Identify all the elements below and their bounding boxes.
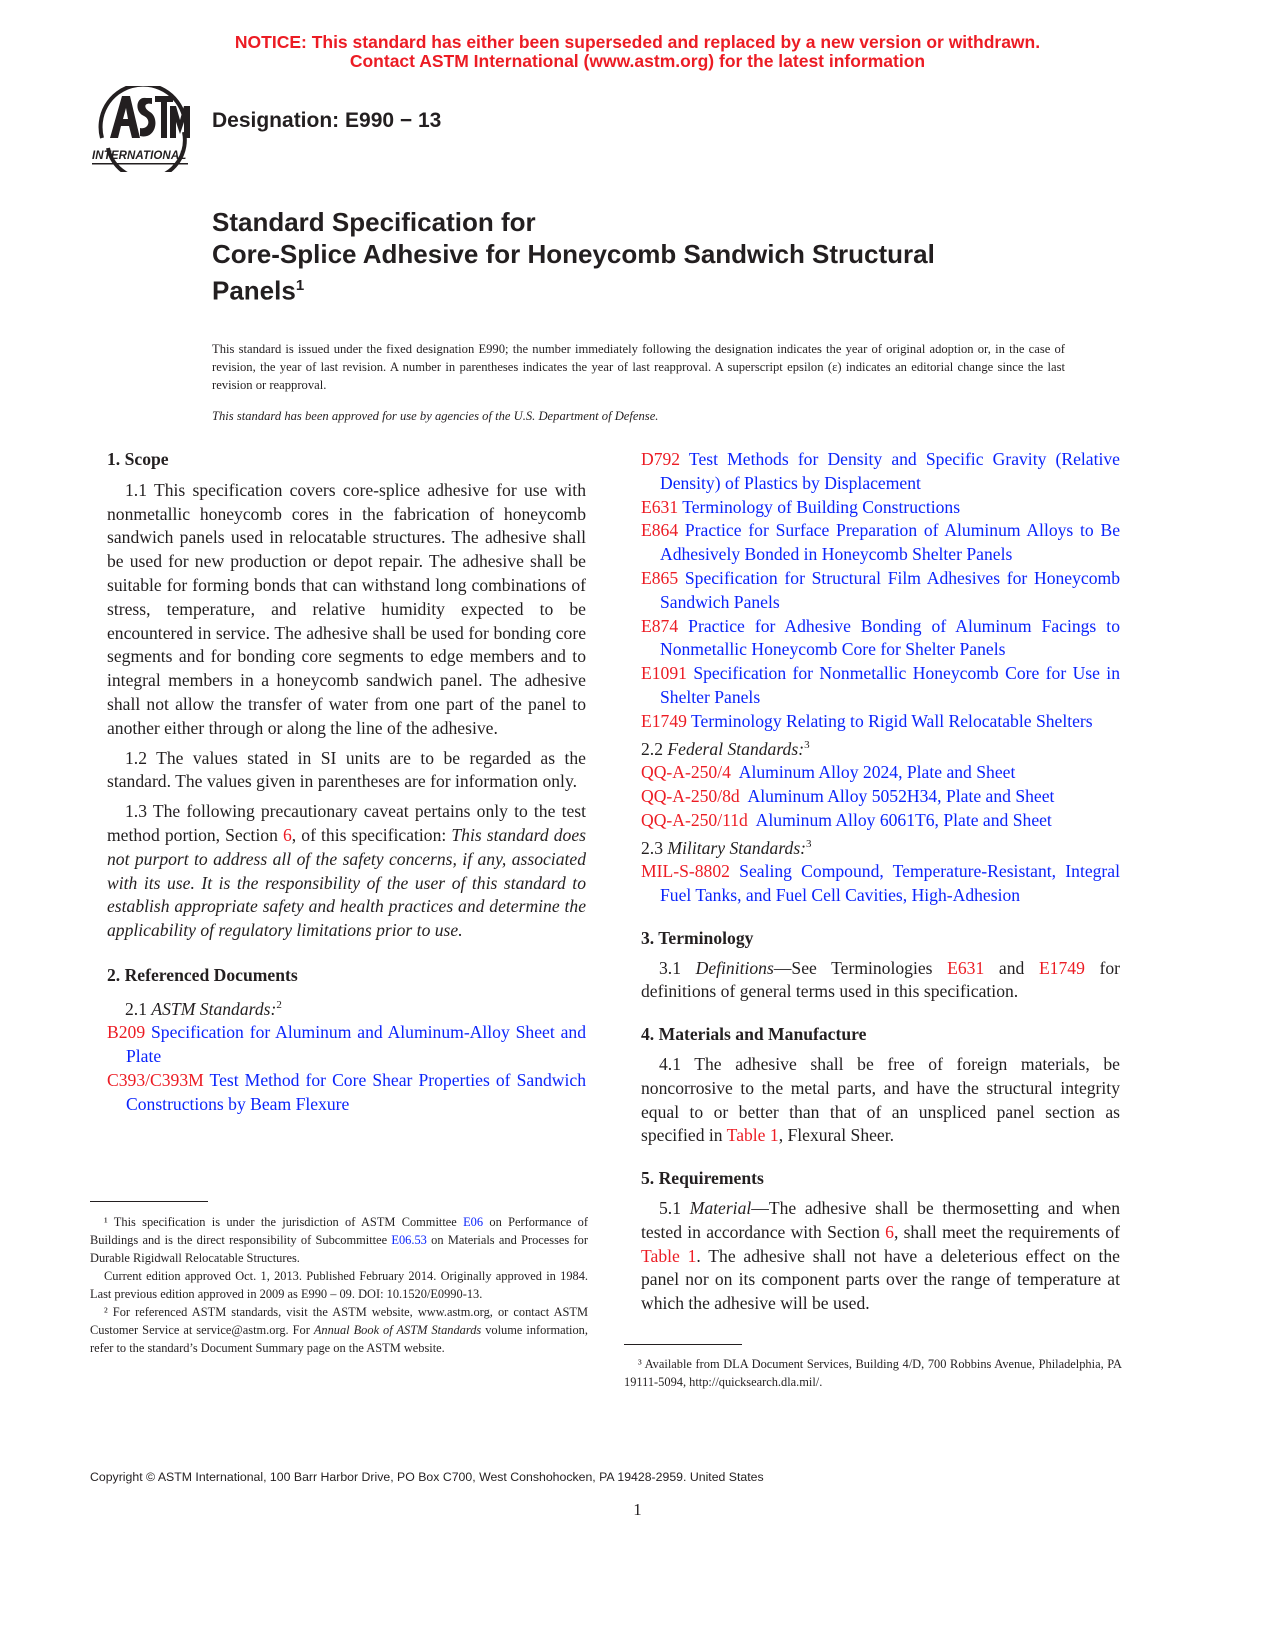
ref-code-link[interactable]: QQ-A-250/8d — [641, 786, 740, 807]
ref-code-link[interactable]: E864 — [641, 520, 679, 541]
para-1-3: 1.3 The following precautionary caveat pertains only to the test method portion, Section 6, of this specification: This standard does not purport to address all of the safety concerns, if any, associated with its use. It is the responsibility of the user of this standard to establish appropriate safety and health practices and determine the applicability of regulatory limitations prior to use. — [107, 801, 586, 941]
ref-item — [641, 809, 1120, 833]
logo-text: INTERNATIONAL — [92, 150, 187, 162]
section-6-link[interactable]: 6 — [283, 824, 292, 845]
table-1-link[interactable]: Table 1 — [726, 1125, 779, 1146]
footnote-2: ² For referenced ASTM standards, visit the ASTM website, www.astm.org, or contact ASTM Customer Service at service@astm.org. For Annual Book of ASTM Standards volume information, refer to the standard’s Document Summary page on the ASTM website. — [90, 1305, 588, 1355]
section-6-link[interactable]: 6 — [885, 1221, 894, 1242]
dod-approval: This standard has been approved for use by agencies of the U.S. Department of Defense. — [212, 409, 659, 423]
footnote-1: ¹ This specification is under the jurisdiction of ASTM Committee E06 on Performance of Buildings and is the direct responsibility of Subcommittee E06.53 on Materials and Processes for Durable Rigidwall Relocatable Structures. — [90, 1215, 588, 1265]
e1749-link[interactable]: E1749 — [1038, 957, 1085, 978]
footnote-1-edition: Current edition approved Oct. 1, 2013. Published February 2014. Originally approved in 1984. Last previous edition approved in 2009 as E990 – 09. DOI: 10.1520/E0990-13. — [90, 1269, 588, 1301]
title-footnote-mark: 1 — [295, 277, 305, 294]
ref-code-link[interactable]: QQ-A-250/4 — [641, 762, 731, 783]
committee-link[interactable]: E06 — [463, 1215, 484, 1229]
para-4-1: 4.1 The adhesive shall be free of foreign materials, be noncorrosive to the metal parts, and have the structural integrity equal to or better than that of an unspliced panel section as specified in Table 1, Flexural Sheer. — [641, 1054, 1120, 1146]
ref-code-link[interactable]: E874 — [641, 615, 679, 636]
title-line-3: Panels — [212, 275, 296, 306]
ref-title-link[interactable]: Specification for Nonmetallic Honeycomb Core for Use in Shelter Panels — [660, 663, 1120, 707]
ref-item — [641, 860, 1120, 908]
section-2-heading: 2. Referenced Documents — [107, 964, 298, 985]
ref-item — [641, 785, 1120, 809]
section-3-heading: 3. Terminology — [641, 927, 754, 948]
ref-item — [107, 1069, 586, 1117]
page-number: 1 — [633, 1500, 642, 1519]
ref-title-link[interactable]: Terminology Relating to Rigid Wall Relocatable Shelters — [686, 710, 1093, 731]
title-line-2: Core-Splice Adhesive for Honeycomb Sandwich Structural — [212, 239, 935, 269]
ref-item — [107, 1021, 586, 1069]
notice-line-2: Contact ASTM International (www.astm.org) for the latest information — [349, 51, 926, 71]
ref-item — [641, 662, 1120, 710]
notice-line-1: NOTICE: This standard has either been superseded and replaced by a new version or withdrawn. — [234, 32, 1041, 52]
left-footnotes — [90, 1213, 588, 1357]
section-1-heading: 1. Scope — [107, 449, 169, 469]
para-5-1: 5.1 Material—The adhesive shall be thermosetting and when tested in accordance with Section 6, shall meet the requirements of Table 1. The adhesive shall not have a deleterious effect on the panel nor on its component parts over the range of temperature at which the adhesive will be used. — [641, 1198, 1121, 1314]
ref-item — [641, 761, 1120, 785]
ref-code-link[interactable]: C393/C393M — [107, 1069, 204, 1090]
ref-title-link[interactable]: Aluminum Alloy 6061T6, Plate and Sheet — [747, 809, 1052, 830]
designation: Designation: E990 − 13 — [212, 109, 442, 132]
right-column — [641, 448, 1120, 1316]
ref-item — [641, 615, 1120, 663]
section-4-heading: 4. Materials and Manufacture — [641, 1024, 867, 1045]
ref-title-link[interactable]: Specification for Structural Film Adhesives for Honeycomb Sandwich Panels — [660, 567, 1120, 612]
ref-item — [641, 519, 1120, 567]
issuance-text: This standard is issued under the fixed designation E990; the number immediately following the designation indicates the year of original adoption or, in the case of revision, the year of last revision. A number in parentheses indicates the year of last reapproval. A superscript epsilon (ε) indicates an editorial change since the last revision or reapproval. — [212, 342, 1065, 392]
ref-title-link[interactable]: Test Methods for Density and Specific Gravity (Relative Density) of Plastics by Displacement — [660, 449, 1120, 493]
ref-item — [641, 496, 1120, 520]
ref-title-link[interactable]: Practice for Adhesive Bonding of Aluminum Facings to Nonmetallic Honeycomb Core for Shelter Panels — [660, 615, 1120, 660]
ref-code-link[interactable]: MIL-S-8802 — [641, 861, 730, 882]
ref-item — [641, 710, 1120, 734]
para-2-2: 2.2 Federal Standards:$^3$ — [641, 738, 810, 759]
para-3-1: 3.1 Definitions—See Terminologies E631 and E1749 for definitions of general terms used in this specification. — [641, 957, 1121, 1002]
e631-link[interactable]: E631 — [947, 957, 985, 978]
para-1-2: 1.2 The values stated in SI units are to be regarded as the standard. The values given in parentheses are for information only. — [107, 747, 586, 792]
withdrawn-notice — [0, 33, 1275, 71]
ref-code-link[interactable]: E631 — [641, 496, 679, 517]
ref-title-link[interactable]: Test Method for Core Shear Properties of Sandwich Constructions by Beam Flexure — [126, 1069, 586, 1114]
table-1-link[interactable]: Table 1 — [641, 1245, 697, 1266]
ref-item — [641, 448, 1120, 496]
footnote-3: ³ Available from DLA Document Services, Building 4/D, 700 Robbins Avenue, Philadelphia, PA 19111-5094, http://quicksearch.dla.mil/. — [624, 1357, 1122, 1389]
ref-item — [641, 567, 1120, 615]
ref-title-link[interactable]: Aluminum Alloy 2024, Plate and Sheet — [730, 762, 1016, 783]
ref-title-link[interactable]: Aluminum Alloy 5052H34, Plate and Sheet — [739, 786, 1055, 807]
section-5-heading: 5. Requirements — [641, 1168, 764, 1189]
left-column — [107, 448, 586, 1117]
para-1-1: 1.1 This specification covers core-splice adhesive for use with nonmetallic honeycomb cores in the fabrication of honeycomb sandwich panels used in relocatable structures. The adhesive shall be used for new production or depot repair. The adhesive shall be suitable for forming bonds that can withstand long combinations of stress, temperature, and relative humidity expected to be encountered in service. The adhesive shall be used for bonding core segments and for bonding core segments to edge members and to integral members in a honeycomb sandwich panel. The adhesive shall not allow the transfer of water from one part of the panel to another either through or along the line of the adhesive. — [107, 479, 586, 738]
ref-code-link[interactable]: QQ-A-250/11d — [641, 809, 748, 830]
copyright-line: Copyright © ASTM International, 100 Barr Harbor Drive, PO Box C700, West Conshohocken, PA 19428-2959. United States — [90, 1470, 764, 1484]
ref-code-link[interactable]: E865 — [641, 567, 679, 588]
title-line-1: Standard Specification for — [212, 207, 536, 237]
issuance-statement — [212, 340, 1065, 394]
ref-code-link[interactable]: B209 — [107, 1022, 146, 1043]
document-title — [212, 206, 1112, 307]
ref-code-link[interactable]: E1091 — [641, 663, 687, 684]
para-2-1: 2.1 ASTM Standards:$^2$ — [125, 998, 282, 1019]
ref-title-link[interactable]: Terminology of Building Constructions — [678, 496, 961, 517]
ref-title-link[interactable]: Specification for Aluminum and Aluminum-Alloy Sheet and Plate — [126, 1022, 586, 1067]
ref-code-link[interactable]: E1749 — [641, 710, 687, 731]
para-2-3: 2.3 Military Standards:$^3$ — [641, 837, 812, 858]
ref-title-link[interactable]: Sealing Compound, Temperature-Resistant, Integral Fuel Tanks, and Fuel Cell Cavities, High-Adhesion — [660, 861, 1120, 906]
right-footnotes — [624, 1355, 1122, 1391]
footnote-rule — [90, 1201, 208, 1202]
ref-code-link[interactable]: D792 — [641, 449, 681, 469]
ref-title-link[interactable]: Practice for Surface Preparation of Aluminum Alloys to Be Adhesively Bonded in Honeycomb Shelter Panels — [660, 520, 1120, 565]
subcommittee-link[interactable]: E06.53 — [391, 1233, 427, 1247]
astm-logo — [88, 86, 198, 172]
footnote-rule — [624, 1344, 742, 1345]
